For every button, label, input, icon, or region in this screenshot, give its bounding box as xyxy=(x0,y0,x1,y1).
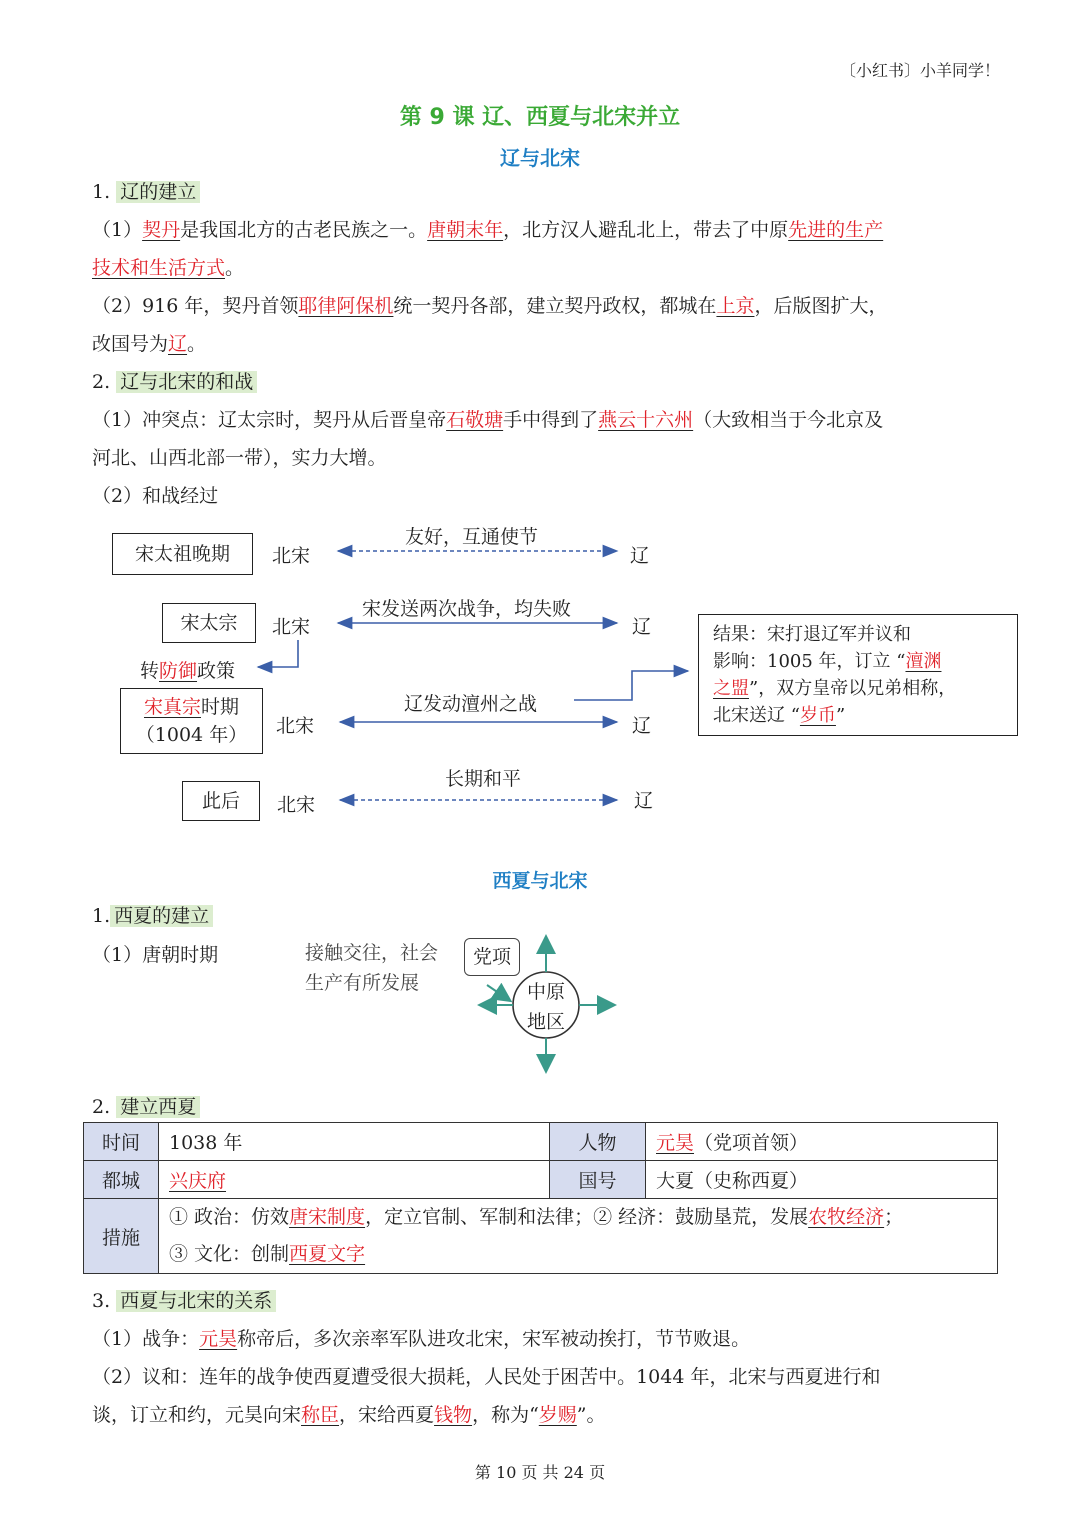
page-title: 第 9 课 辽、西夏与北宋并立 xyxy=(399,105,681,130)
table-header-cell: 国号 xyxy=(550,1161,646,1199)
side-label: 辽 xyxy=(632,715,652,737)
side-label: 辽 xyxy=(632,616,652,638)
source-tag: 〔小红书〕小羊同学！ xyxy=(839,61,1000,80)
event-label: 宋发送两次战争，均失败 xyxy=(362,598,572,620)
event-label: 友好，互通使节 xyxy=(405,526,539,548)
side-label: 辽 xyxy=(634,790,654,812)
dangxiang-box: 党项 xyxy=(464,938,520,976)
item-xixia-founding: 1. 西夏的建立 xyxy=(92,897,213,935)
paragraph: 河北、山西北部一带），实力大增。 xyxy=(92,447,387,469)
paragraph: （2）议和：连年的战争使西夏遭受很大损耗，人民处于困苦中。1044 年，北宋与西夏进行和 xyxy=(92,1366,881,1388)
paragraph: 谈，订立和约，元昊向宋称臣，宋给西夏钱物，称为“岁赐”。 xyxy=(92,1404,606,1426)
table-header-cell: 人物 xyxy=(550,1123,646,1161)
paragraph: （1）契丹是我国北方的古老民族之一。唐朝末年，北方汉人避乱北上，带去了中原先进的生产 xyxy=(92,219,884,241)
side-label: 辽 xyxy=(630,545,650,567)
event-label: 辽发动澶州之战 xyxy=(404,693,538,715)
item-establish-xixia: 2. 建立西夏 xyxy=(92,1088,200,1126)
table-header-cell: 都城 xyxy=(84,1161,159,1199)
page-number: 第 10 页 共 24 页 xyxy=(474,1463,606,1482)
paragraph: （1）战争：元昊称帝后，多次亲率军队进攻北宋，宋军被动挨打，节节败退。 xyxy=(92,1328,751,1350)
contact-note: 接触交往，社会 生产有所发展 xyxy=(305,942,439,994)
paragraph: 改国号为辽。 xyxy=(92,333,207,355)
event-label: 长期和平 xyxy=(445,768,522,790)
period-box: 此后 xyxy=(182,781,260,821)
table-row xyxy=(84,1123,998,1161)
period-box: 宋真宗时期 （1004 年） xyxy=(120,688,263,754)
table-cell: 元昊（党项首领） xyxy=(646,1123,998,1161)
item-xixia-song-relations: 3. 西夏与北宋的关系 xyxy=(92,1282,276,1320)
period-box: 宋太宗 xyxy=(162,603,256,643)
paragraph: （2）916 年，契丹首领耶律阿保机统一契丹各部，建立契丹政权，都城在上京，后版图扩大， xyxy=(92,295,888,317)
paragraph: （1）唐朝时期 xyxy=(92,944,219,966)
table-header-cell: 措施 xyxy=(84,1199,159,1274)
paragraph: （1）冲突点：辽太宗时，契丹从后晋皇帝石敬瑭手中得到了燕云十六州（大致相当于今北京及 xyxy=(92,409,884,431)
result-box: 结果：宋打退辽军并议和 影响：1005 年，订立 “澶渊 之盟”，双方皇帝以兄弟相称， 北宋送辽 “岁币” xyxy=(698,614,1018,736)
paragraph: （2）和战经过 xyxy=(92,485,219,507)
side-label: 北宋 xyxy=(272,545,311,567)
section-heading-xixia: 西夏与北宋 xyxy=(492,870,588,892)
side-label: 北宋 xyxy=(276,715,315,737)
item-liao-founding: 1. 辽的建立 xyxy=(92,173,200,211)
xixia-info-table xyxy=(83,1122,998,1274)
central-plains-label: 中原 地区 xyxy=(526,981,565,1033)
paragraph: 技术和生活方式。 xyxy=(92,257,245,279)
item-liao-song-relations: 2. 辽与北宋的和战 xyxy=(92,363,257,401)
period-box: 宋太祖晚期 xyxy=(112,533,253,575)
side-label: 北宋 xyxy=(272,616,311,638)
table-row xyxy=(84,1161,998,1199)
section-heading-liao: 辽与北宋 xyxy=(500,146,580,170)
table-cell: ① 政治：仿效唐宋制度，定立官制、军制和法律；② 经济：鼓励垦荒，发展农牧经济； ③ 文化：创制西夏文字 xyxy=(159,1199,998,1274)
table-cell: 兴庆府 xyxy=(159,1161,550,1199)
table-cell: 1038 年 xyxy=(159,1123,550,1161)
defense-policy-label: 转防御政策 xyxy=(140,660,236,682)
table-header-cell: 时间 xyxy=(84,1123,159,1161)
table-cell: 大夏（史称西夏） xyxy=(646,1161,998,1199)
side-label: 北宋 xyxy=(277,794,316,816)
table-row xyxy=(84,1199,998,1274)
